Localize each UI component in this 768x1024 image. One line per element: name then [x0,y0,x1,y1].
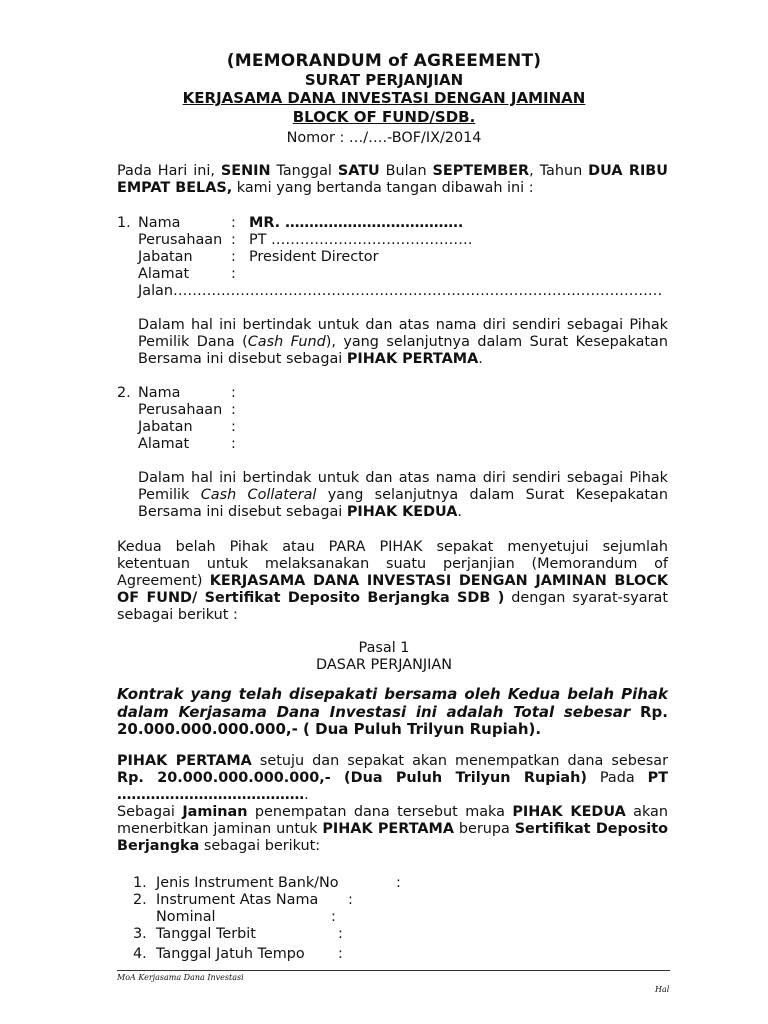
party1-description [138,317,668,368]
party1-company-colon: : [231,232,236,248]
footer-divider [117,970,670,971]
contract-amount: Rp. 20.000.000.000.000,- ( Dua Puluh Trilyun Rupiah). [117,702,668,738]
contract-paragraph [117,686,668,739]
party2-number: 2. [117,385,131,401]
list-item-colon: : [396,875,401,891]
document-title-id: SURAT PERJANJIAN [304,71,464,89]
opening-paragraph [117,163,668,197]
party1-name-label: Nama [138,215,181,231]
opening-text: Bulan [379,163,433,179]
party1-role: PIHAK PERTAMA [346,351,479,367]
opening-date: SATU [337,163,380,179]
footer-document-name: MoA Kerjasama Dana Investasi [117,973,244,982]
guarantee-instrument: Sertifikat Deposito Berjangka [117,821,668,854]
opening-text: Pada Hari ini, [117,163,221,179]
opening-text: , Tahun [529,163,589,179]
party1-number: 1. [117,215,131,231]
party2-name-label: Nama [138,385,181,401]
agreement-text: dengan syarat-syarat sebagai berikut : [117,590,668,623]
list-item-colon: : [338,926,343,942]
list-item-colon: : [331,909,336,925]
list-item-label: Instrument Atas Nama [156,892,319,908]
list-item-colon: : [348,892,353,908]
document-title-en: (MEMORANDUM of AGREEMENT) [226,51,542,71]
list-item-number: 4. [133,946,147,962]
party1-desc-italic: Cash Fund [247,334,326,350]
party1-position-colon: : [231,249,236,265]
placement-text: . [304,787,309,803]
list-item-number: 3. [133,926,147,942]
party2-company-label: Perusahaan [138,402,223,418]
agreement-paragraph [117,539,668,624]
party1-company-value: PT …………………………………… [249,232,473,248]
document-number: Nomor : …/….-BOF/IX/2014 [286,130,482,146]
list-item-label: Jenis Instrument Bank/No [156,875,339,891]
document-subject-line2: BLOCK OF FUND/SDB. [292,108,476,126]
party2-address-colon: : [231,436,236,452]
party2-role: PIHAK KEDUA [346,504,458,520]
party1-desc-text: Dalam hal ini bertindak untuk dan atas nama diri sendiri sebagai Pihak Pemilik Dana ( [138,317,668,350]
list-item-number: 1. [133,875,147,891]
party2-name-colon: : [231,385,236,401]
guarantee-party: PIHAK KEDUA [512,804,626,820]
list-item-label: Tanggal Jatuh Tempo [156,946,305,962]
party2-company-colon: : [231,402,236,418]
guarantee-text: Sebagai [117,804,183,820]
party1-company-label: Perusahaan [138,232,223,248]
opening-month: SEPTEMBER [432,163,530,179]
guarantee-text: akan menerbitkan jaminan untuk [117,804,668,837]
article1-title: Pasal 1 [358,640,410,656]
opening-year: DUA RIBU EMPAT BELAS, [117,163,668,196]
placement-text: setuju dan sepakat akan menempatkan dana sebesar [251,753,668,769]
guarantee-text: penempatan dana tersebut maka [247,804,513,820]
opening-text: kami yang bertanda tangan dibawah ini : [232,180,534,196]
party2-desc-italic: Cash Collateral [200,487,317,503]
party1-address-colon: : [231,266,236,282]
list-item-colon: : [338,946,343,962]
guarantee-paragraph [117,804,668,855]
placement-company: PT ………………………………… [117,770,669,803]
list-item-label: Nominal [156,909,216,925]
party1-position-value: President Director [249,249,379,265]
placement-paragraph [117,753,668,804]
agreement-subject: KERJASAMA DANA INVESTASI DENGAN JAMINAN BLOCK OF FUND/ Sertifikat Deposito Berjangka SDB ) [117,573,668,606]
document-subject-line1: KERJASAMA DANA INVESTASI DENGAN JAMINAN [182,89,586,107]
party2-desc-text: Dalam hal ini bertindak untuk dan atas nama diri sendiri sebagai Pihak Pemilik [138,470,668,503]
party2-address-label: Alamat [138,436,190,452]
party2-description [138,470,668,521]
party1-position-label: Jabatan [138,249,193,265]
party1-street: Jalan………………………………………………………………………………………… [138,283,663,299]
footer-page-label: Hal [655,985,670,994]
guarantee-text: sebagai berikut: [199,838,321,854]
party1-address-label: Alamat [138,266,190,282]
guarantee-text: berupa [454,821,515,837]
party2-position-label: Jabatan [138,419,193,435]
party2-desc-text: . [457,504,462,520]
guarantee-party: PIHAK PERTAMA [322,821,454,837]
party1-desc-text: ), yang selanjutnya dalam Surat Kesepakatan Bersama ini disebut sebagai [138,334,668,367]
opening-text: Tanggal [270,163,338,179]
list-item-label: Tanggal Terbit [156,926,256,942]
party2-desc-text: yang selanjutnya dalam Surat Kesepakatan Bersama ini disebut sebagai [138,487,668,520]
opening-day: SENIN [220,163,271,179]
placement-text: Pada [586,770,648,786]
list-item-number: 2. [133,892,147,908]
party1-desc-text: . [478,351,483,367]
placement-amount: Rp. 20.000.000.000.000,- (Dua Puluh Trilyun Rupiah) [117,770,587,786]
article1-subtitle: DASAR PERJANJIAN [316,657,452,673]
placement-party: PIHAK PERTAMA [117,753,252,769]
contract-text: Kontrak yang telah disepakati bersama oleh Kedua belah Pihak dalam Kerjasama Dana Investasi ini adalah Total sebesar [117,685,668,721]
party1-name-colon: : [231,215,236,231]
guarantee-keyword: Jaminan [182,804,248,820]
party2-position-colon: : [231,419,236,435]
agreement-text: Kedua belah Pihak atau PARA PIHAK sepakat menyetujui sejumlah ketentuan untuk melaksanakan suatu perjanjian (Memorandum of Agreement) [117,539,668,589]
party1-name-value: MR. ………………………………. [249,215,464,231]
